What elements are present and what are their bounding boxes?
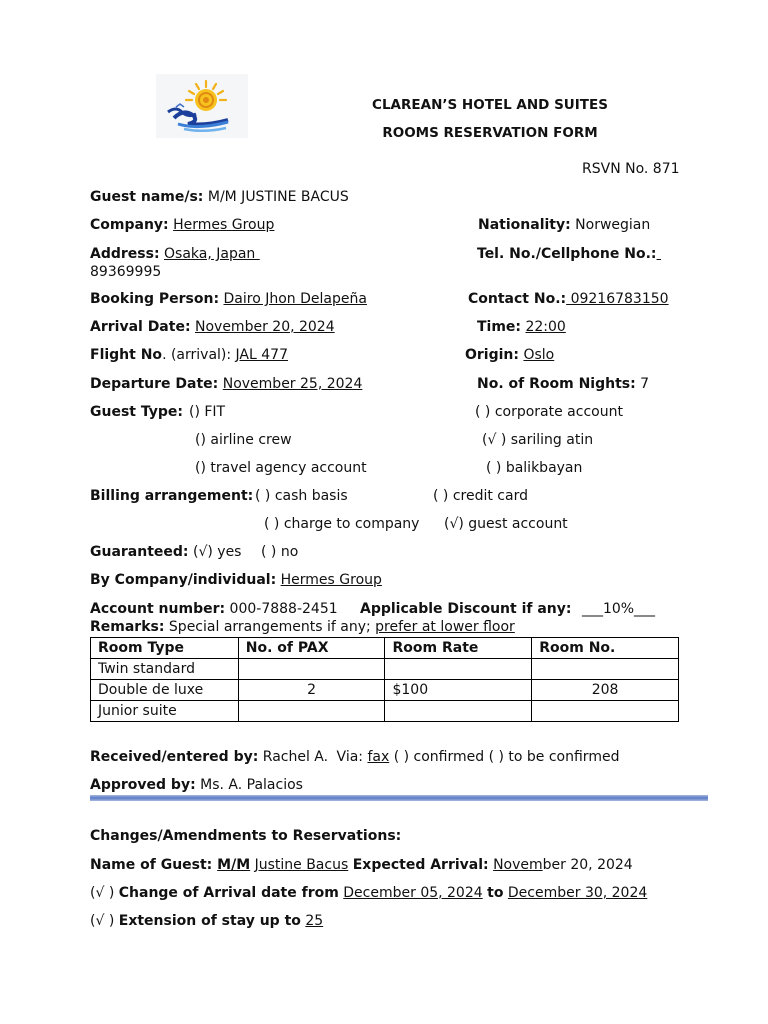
guest-type-balikbayan[interactable]: ( ) balikbayan [486,460,583,476]
table-row [91,659,679,680]
account-value: 000-7888-2451 [229,601,338,617]
change-arrival-label: Change of Arrival date from [118,885,339,901]
booking-value: Dairo Jhon Delapeña [223,291,367,307]
booking-label: Booking Person: [90,291,220,307]
time-row [477,318,566,336]
expected-arrival-rest: ber 20, 2024 [542,857,633,873]
guaranteed-row [90,543,241,561]
received-row [90,748,619,766]
guaranteed-label: Guaranteed: [90,544,189,560]
approved-label: Approved by: [90,777,196,793]
change-from-date: December 05, 2024 [343,885,483,901]
address-value: Osaka, Japan [164,246,260,262]
header-room-rate: Room Rate [385,638,532,659]
room-no-cell [532,659,679,680]
guest-name-row [90,188,349,206]
approved-row [90,776,303,794]
address-row [90,245,260,263]
origin-label: Origin: [465,347,519,363]
rsvn-number: RSVN No. 871 [582,161,680,177]
discount-row [360,600,655,618]
booking-row [90,290,367,308]
hotel-logo [156,74,248,138]
change-to-label: to [487,885,504,901]
change-arrival-row [90,884,647,902]
by-company-value: Hermes Group [280,572,382,588]
arrival-value: November 20, 2024 [195,319,335,335]
nationality-label: Nationality: [478,217,571,233]
rate-cell [385,701,532,722]
discount-label: Applicable Discount if any: [360,601,572,617]
approved-value: Ms. A. Palacios [200,777,303,793]
changes-mm: M/M [217,857,251,873]
received-label: Received/entered by: [90,749,259,765]
origin-row [465,346,554,364]
billing-charge[interactable]: ( ) charge to company [264,516,420,532]
account-label: Account number: [90,601,226,617]
departure-label: Departure Date: [90,376,219,392]
remarks-label: Remarks: [90,619,165,635]
time-label: Time: [477,319,522,335]
billing-label: Billing arrangement: [90,488,254,504]
guest-name-label: Guest name/s: [90,189,204,205]
changes-name-label: Name of Guest: [90,857,218,873]
company-label: Company: [90,217,169,233]
by-company-row [90,571,382,589]
nationality-value: Norwegian [575,217,651,233]
room-no-cell: 208 [532,680,679,701]
changes-guest-name: Justine Bacus [254,857,349,873]
tel-row [477,245,661,263]
billing-credit[interactable]: ( ) credit card [433,488,528,504]
guest-type-corporate[interactable]: ( ) corporate account [475,404,623,420]
change-to-date: December 30, 2024 [507,885,648,901]
guaranteed-yes[interactable]: (√) yes [192,544,242,560]
nights-row [477,375,649,393]
guest-type-sariling[interactable]: (√ ) sariling atin [482,432,594,448]
contact-row [468,290,669,308]
billing-cash[interactable]: ( ) cash basis [255,488,348,504]
guest-type-label: Guest Type: [90,404,183,420]
address-label: Address: [90,246,160,262]
received-name: Rachel A. [262,749,329,765]
nationality-row [478,216,650,234]
hotel-name: CLAREAN’S HOTEL AND SUITES [372,97,608,113]
pax-cell [238,659,385,680]
received-via: Via: [336,749,368,765]
arrival-label: Arrival Date: [90,319,191,335]
guest-type-fit[interactable]: () FIT [189,404,226,420]
flight-label: Flight No [90,347,163,363]
rate-cell: $100 [385,680,532,701]
header-pax: No. of PAX [238,638,385,659]
room-type-cell: Double de luxe [91,680,239,701]
change-arrival-check[interactable]: (√ ) [90,885,119,901]
billing-guest-account[interactable]: (√) guest account [444,516,568,532]
changes-heading: Changes/Amendments to Reservations: [90,828,402,844]
flight-row [90,346,288,364]
expected-arrival-label: Expected Arrival: [352,857,489,873]
contact-label: Contact No.: [468,291,567,307]
extension-row [90,912,323,930]
time-value: 22:00 [525,319,566,335]
flight-suffix: . (arrival): [162,347,236,363]
room-type-cell: Twin standard [91,659,239,680]
by-company-label: By Company/individual: [90,572,277,588]
remarks-row [90,618,515,636]
remarks-value: prefer at lower floor [375,619,515,635]
table-row [91,701,679,722]
pax-cell: 2 [238,680,385,701]
departure-value: November 25, 2024 [222,376,363,392]
company-row [90,216,274,234]
extension-value: 25 [305,913,324,929]
nights-value: 7 [640,376,650,392]
section-divider [90,795,708,801]
contact-value: 09216783150 [566,291,669,307]
table-header-row [91,638,679,659]
form-title: ROOMS RESERVATION FORM [382,125,598,141]
table-row [91,680,679,701]
guest-type-airline[interactable]: () airline crew [195,432,292,448]
rooms-table [90,637,679,722]
header-room-no: Room No. [532,638,679,659]
received-fax: fax [367,749,390,765]
extension-check[interactable]: (√ ) [90,913,119,929]
tel-label: Tel. No./Cellphone No.: [477,246,657,262]
guaranteed-no[interactable]: ( ) no [261,544,299,560]
nights-label: No. of Room Nights: [477,376,636,392]
extension-label: Extension of stay up to [118,913,301,929]
arrival-row [90,318,335,336]
changes-guest-row [90,856,633,874]
header-room-type: Room Type [91,638,239,659]
departure-row [90,375,362,393]
origin-value: Oslo [523,347,555,363]
account-row [90,600,338,618]
remarks-text: Special arrangements if any; [168,619,376,635]
rate-cell [385,659,532,680]
tel-value: 89369995 [90,264,162,280]
room-type-cell: Junior suite [91,701,239,722]
company-value: Hermes Group [173,217,275,233]
room-no-cell [532,701,679,722]
flight-value: JAL 477 [235,347,288,363]
pax-cell [238,701,385,722]
guest-name-value: M/M JUSTINE BACUS [207,189,349,205]
guest-type-travel[interactable]: () travel agency account [195,460,367,476]
received-status: ( ) confirmed ( ) to be confirmed [389,749,620,765]
expected-arrival-under: Novem [493,857,543,873]
discount-value: ___10%___ [581,601,656,617]
